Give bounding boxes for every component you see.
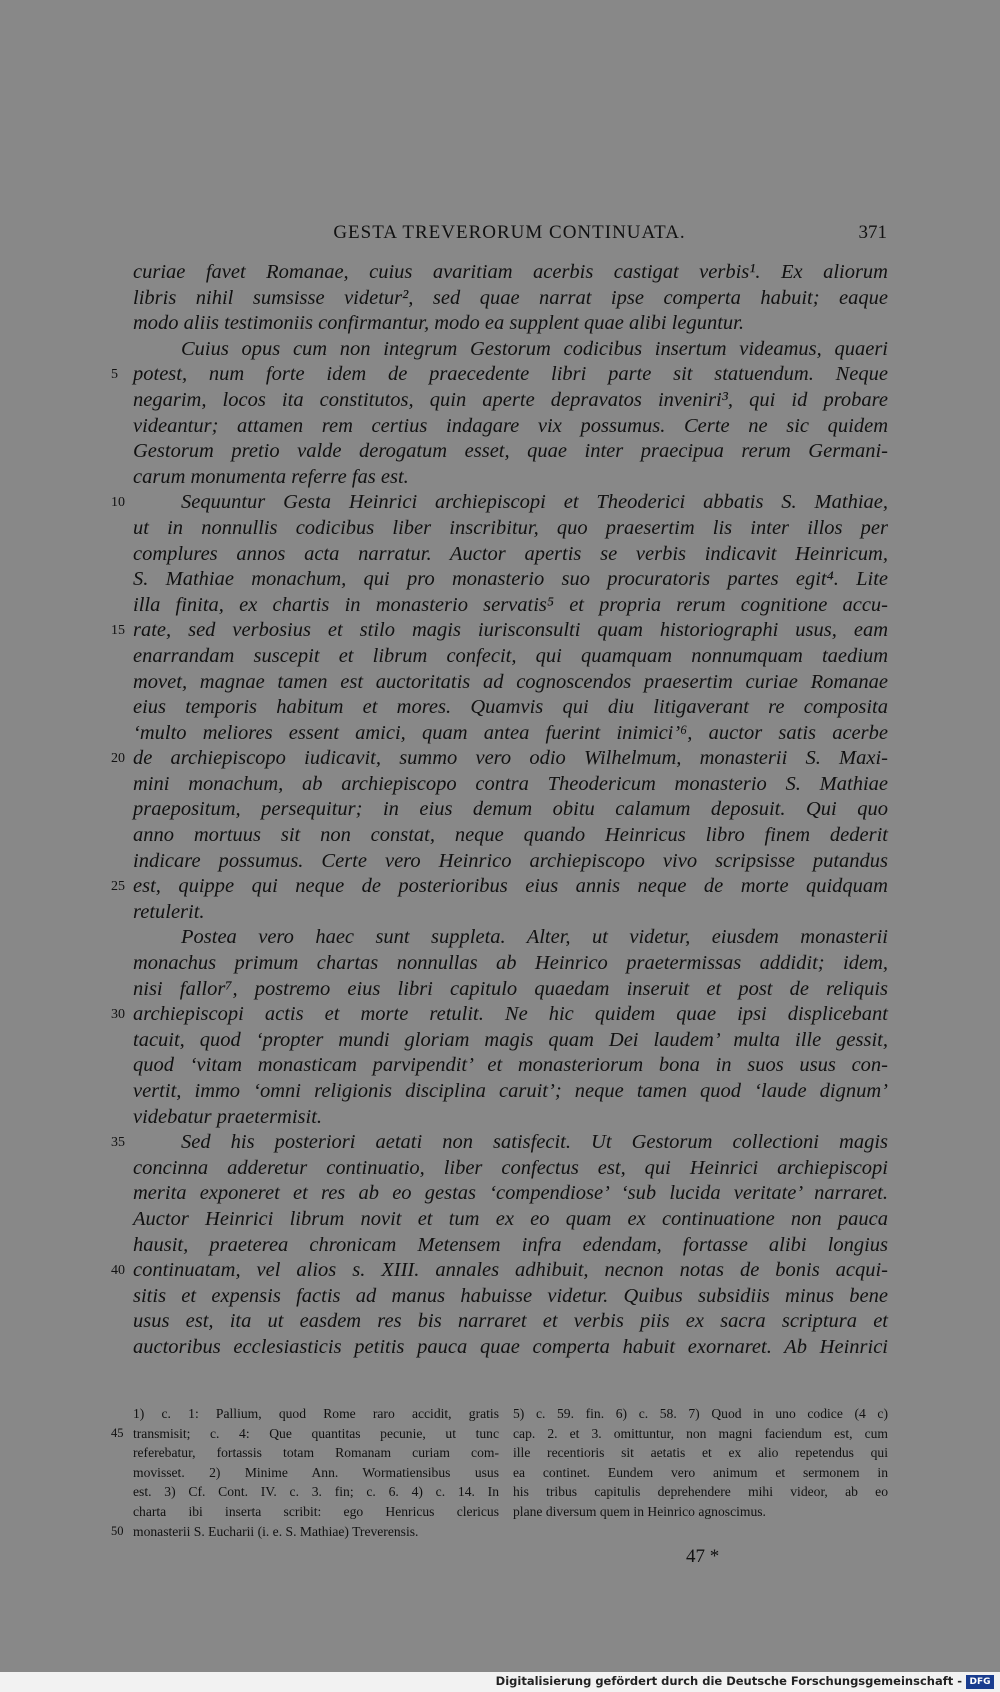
- text-line: [133, 823, 888, 849]
- line-text: de archiepiscopo iudicavit, summo vero odio Wilhelmum, monasterii S. Maxi-: [133, 747, 888, 770]
- text-line: [133, 900, 888, 926]
- text-line: [133, 951, 888, 977]
- line-text: complures annos acta narratur. Auctor apertis se verbis indicavit Heinricum,: [133, 542, 888, 565]
- line-text: illa finita, ex chartis in monasterio servatis⁵ et propria rerum cognitione accu-: [133, 593, 888, 616]
- line-text: Sed his posteriori aetati non satisfecit. Ut Gestorum collectioni magis: [181, 1131, 888, 1154]
- text-line: [133, 721, 888, 747]
- line-text: videantur; attamen rem certius indagare vix possumus. Certe ne sic quidem: [133, 414, 888, 437]
- line-text: Auctor Heinrici librum novit et tum ex eo quam ex continuatione non pauca: [133, 1207, 888, 1230]
- line-text: quod ‘vitam monasticam parvipendit’ et monasteriorum bona in suos usus con-: [133, 1054, 888, 1077]
- footnote-text: cap. 2. et 3. omittuntur, non magni faciendum est, cum: [513, 1425, 888, 1441]
- text-line: [133, 1335, 888, 1361]
- footnote-line: [513, 1424, 888, 1444]
- text-line: [111, 1258, 888, 1284]
- text-line: [111, 1130, 888, 1156]
- text-line: [133, 1156, 888, 1182]
- line-number: 25: [111, 879, 125, 895]
- line-text: vertit, immo ‘omni religionis disciplina caruit’; neque tamen quod ‘laude dignum’: [133, 1080, 888, 1102]
- line-number: 10: [111, 495, 125, 511]
- footnote-line: [133, 1482, 499, 1502]
- text-line: [133, 670, 888, 696]
- text-line: [133, 1309, 888, 1335]
- text-line: [133, 311, 888, 337]
- footnote-line: [133, 1404, 499, 1424]
- line-text: praepositum, persequitur; in eius demum obitu calamum deposuit. Qui quo: [133, 798, 888, 821]
- line-text: carum monumenta referre fas est.: [133, 465, 409, 488]
- text-line: [111, 746, 888, 772]
- line-text: Sequuntur Gesta Heinrici archiepiscopi et Theoderici abbatis S. Mathiae,: [181, 491, 888, 514]
- text-line: [111, 490, 888, 516]
- line-text: auctoribus ecclesiasticis petitis pauca quae comperta habuit exornaret. Ab Heinrici: [133, 1335, 888, 1358]
- text-line: [133, 1233, 888, 1259]
- running-header: [132, 222, 887, 250]
- text-line: [133, 772, 888, 798]
- footnote-text: charta ibi inserta scribit: ego Henricus clericus: [133, 1503, 499, 1519]
- line-number: 40: [111, 1263, 125, 1279]
- line-text: nisi fallor⁷, postremo eius libri capitulo quaedam inseruit et post de reliquis: [133, 977, 888, 1000]
- line-text: hausit, praeterea chronicam Metensem infra edendam, fortasse alibi longius: [133, 1233, 888, 1256]
- footnote-text: est. 3) Cf. Cont. IV. c. 3. fin; c. 6. 4) c. 14. In: [133, 1484, 499, 1500]
- line-text: eius temporis habitum et mores. Quamvis qui diu litigaverant re composita: [133, 696, 888, 719]
- footnote-text: movisset. 2) Minime Ann. Wormatiensibus usus: [133, 1464, 499, 1480]
- running-title: GESTA TREVERORUM CONTINUATA.: [333, 222, 686, 243]
- line-text: videbatur praetermisit.: [133, 1105, 323, 1128]
- footnote-text: monasterii S. Eucharii (i. e. S. Mathiae) Treverensis.: [133, 1523, 419, 1539]
- line-text: continuatam, vel alios s. XIII. annales adhibuit, necnon notas de bonis acqui-: [133, 1259, 888, 1282]
- footnotes-right-column: [513, 1404, 888, 1522]
- footnote-line-number: 50: [111, 1523, 124, 1538]
- text-line: [133, 977, 888, 1003]
- line-text: merita exponeret et res ab eo gestas ‘compendiose’ ‘sub lucida veritate’ narraret.: [133, 1182, 888, 1205]
- footnote-text: 1) c. 1: Pallium, quod Rome raro accidit, gratis: [133, 1406, 499, 1421]
- text-line: [133, 1028, 888, 1054]
- footnote-line: [133, 1463, 499, 1483]
- line-text: movet, magnae tamen est auctoritatis ad cognoscendos praesertim curiae Romanae: [133, 670, 888, 693]
- line-text: concinna adderetur continuatio, liber confectus est, qui Heinrici archiepiscopi: [133, 1156, 888, 1179]
- footnote-text: ille recentioris sit aetatis et ex alio repetendus qui: [513, 1445, 888, 1461]
- line-number: 35: [111, 1135, 125, 1151]
- text-line: [133, 797, 888, 823]
- text-line: [133, 388, 888, 414]
- text-line: [133, 1079, 888, 1105]
- text-line: [133, 439, 888, 465]
- line-number: 30: [111, 1007, 125, 1023]
- line-text: archiepiscopi actis et morte retulit. Ne hic quidem quae ipsi displicebant: [133, 1003, 888, 1026]
- line-text: libris nihil sumsisse videtur², sed quae narrat ipse comperta habuit; eaque: [133, 286, 888, 309]
- footnote-line: [513, 1502, 888, 1522]
- text-line: [133, 925, 888, 951]
- line-number: 20: [111, 751, 125, 767]
- footnote-line: [513, 1404, 888, 1424]
- line-text: mini monachum, ab archiepiscopo contra Theodericum monasterio S. Mathiae: [133, 772, 888, 795]
- footnote-line: [133, 1443, 499, 1463]
- text-line: [133, 260, 888, 286]
- text-line: [133, 695, 888, 721]
- line-text: rate, sed verbosius et stilo magis iurisconsulti quam historiographi usus, eam: [133, 619, 888, 642]
- line-text: Cuius opus cum non integrum Gestorum codicibus insertum videamus, quaeri: [181, 337, 888, 360]
- line-text: S. Mathiae monachum, qui pro monasterio suo procuratoris partes egit⁴. Lite: [133, 568, 888, 591]
- funding-credit: Digitalisierung gefördert durch die Deutsche Forschungsgemeinschaft -: [495, 1674, 962, 1688]
- text-line: [111, 874, 888, 900]
- footnote-text: transmisit; c. 4: Que quantitas pecunie, ut tunc: [133, 1425, 499, 1441]
- text-line: [133, 542, 888, 568]
- line-number: 5: [111, 367, 118, 383]
- main-text: [111, 260, 888, 1361]
- line-text: negarim, locos ita constitutos, quin aperte depravatos inveniri³, qui id probare: [133, 388, 888, 411]
- line-text: tacuit, quod ‘propter mundi gloriam magis quam Dei laudem’ multa ille gessit,: [133, 1028, 888, 1051]
- text-line: [133, 465, 888, 491]
- footnote-line: [513, 1463, 888, 1483]
- text-line: [111, 1002, 888, 1028]
- digitization-footer: [0, 1672, 1000, 1692]
- text-line: [133, 567, 888, 593]
- footnote-line: [513, 1482, 888, 1502]
- footnote-text: 5) c. 59. fin. 6) c. 58. 7) Quod in uno codice (4 c): [513, 1406, 888, 1421]
- line-text: ut in nonnullis codicibus liber inscribitur, quo praesertim lis inter illos per: [133, 516, 888, 539]
- line-number: 15: [111, 623, 125, 639]
- text-line: [133, 1207, 888, 1233]
- footnote-line: [111, 1522, 499, 1542]
- line-text: Gestorum pretio valde derogatum esset, quae inter praecipua rerum Germani-: [133, 440, 888, 463]
- footnotes-left-column: [111, 1404, 499, 1541]
- text-line: [133, 286, 888, 312]
- line-text: indicare possumus. Certe vero Heinrico archiepiscopo vivo scripsisse putandus: [133, 849, 888, 872]
- text-line: [133, 414, 888, 440]
- line-text: ‘multo meliores essent amici, quam antea fuerint inimici’⁶, auctor satis acerbe: [133, 721, 888, 744]
- line-text: modo aliis testimoniis confirmantur, modo ea supplent quae alibi leguntur.: [133, 312, 745, 335]
- line-text: anno mortuus sit non constat, neque quando Heinricus libro finem dederit: [133, 824, 888, 847]
- text-line: [111, 362, 888, 388]
- footnote-text: ea continet. Eundem vero animum et sermonem in: [513, 1464, 888, 1480]
- footnote-line: [133, 1502, 499, 1522]
- line-text: monachus primum chartas nonnullas ab Heinrico praetermissas addidit; idem,: [133, 952, 888, 975]
- text-line: [133, 593, 888, 619]
- footnote-text: referebatur, fortassis totam Romanam curiam com-: [133, 1445, 499, 1461]
- text-line: [133, 516, 888, 542]
- footnote-line: [111, 1424, 499, 1444]
- text-line: [133, 1284, 888, 1310]
- footnote-text: his tribus capitulis deprehendere mihi videor, ab eo: [513, 1484, 888, 1500]
- text-line: [133, 1105, 888, 1131]
- text-line: [133, 1181, 888, 1207]
- text-line: [133, 1053, 888, 1079]
- text-line: [133, 849, 888, 875]
- line-text: curiae favet Romanae, cuius avaritiam acerbis castigat verbis¹. Ex aliorum: [133, 261, 888, 283]
- footnote-line-number: 45: [111, 1425, 124, 1440]
- footnote-line: [513, 1443, 888, 1463]
- line-text: sitis et expensis factis ad manus habuisse videtur. Quibus subsidiis minus bene: [133, 1284, 888, 1307]
- dfg-logo: DFG: [966, 1675, 994, 1689]
- line-text: Postea vero haec sunt suppleta. Alter, ut videtur, eiusdem monasterii: [181, 926, 888, 949]
- text-line: [133, 644, 888, 670]
- text-line: [111, 618, 888, 644]
- footnotes: [111, 1404, 888, 1554]
- line-text: est, quippe qui neque de posterioribus eius annis neque de morte quidquam: [133, 875, 888, 898]
- footnote-text: plane diversum quem in Heinrico agnoscimus.: [513, 1503, 766, 1519]
- line-text: potest, num forte idem de praecedente libri parte sit statuendum. Neque: [133, 363, 888, 386]
- page-number: 371: [858, 222, 887, 243]
- line-text: retulerit.: [133, 900, 205, 923]
- line-text: enarrandam suscepit et librum confecit, qui quamquam nonnumquam taedium: [133, 644, 888, 667]
- line-text: usus est, ita ut easdem res bis narraret et verbis piis ex sacra scriptura et: [133, 1310, 888, 1333]
- text-line: [133, 337, 888, 363]
- signature-mark: 47 *: [686, 1546, 720, 1567]
